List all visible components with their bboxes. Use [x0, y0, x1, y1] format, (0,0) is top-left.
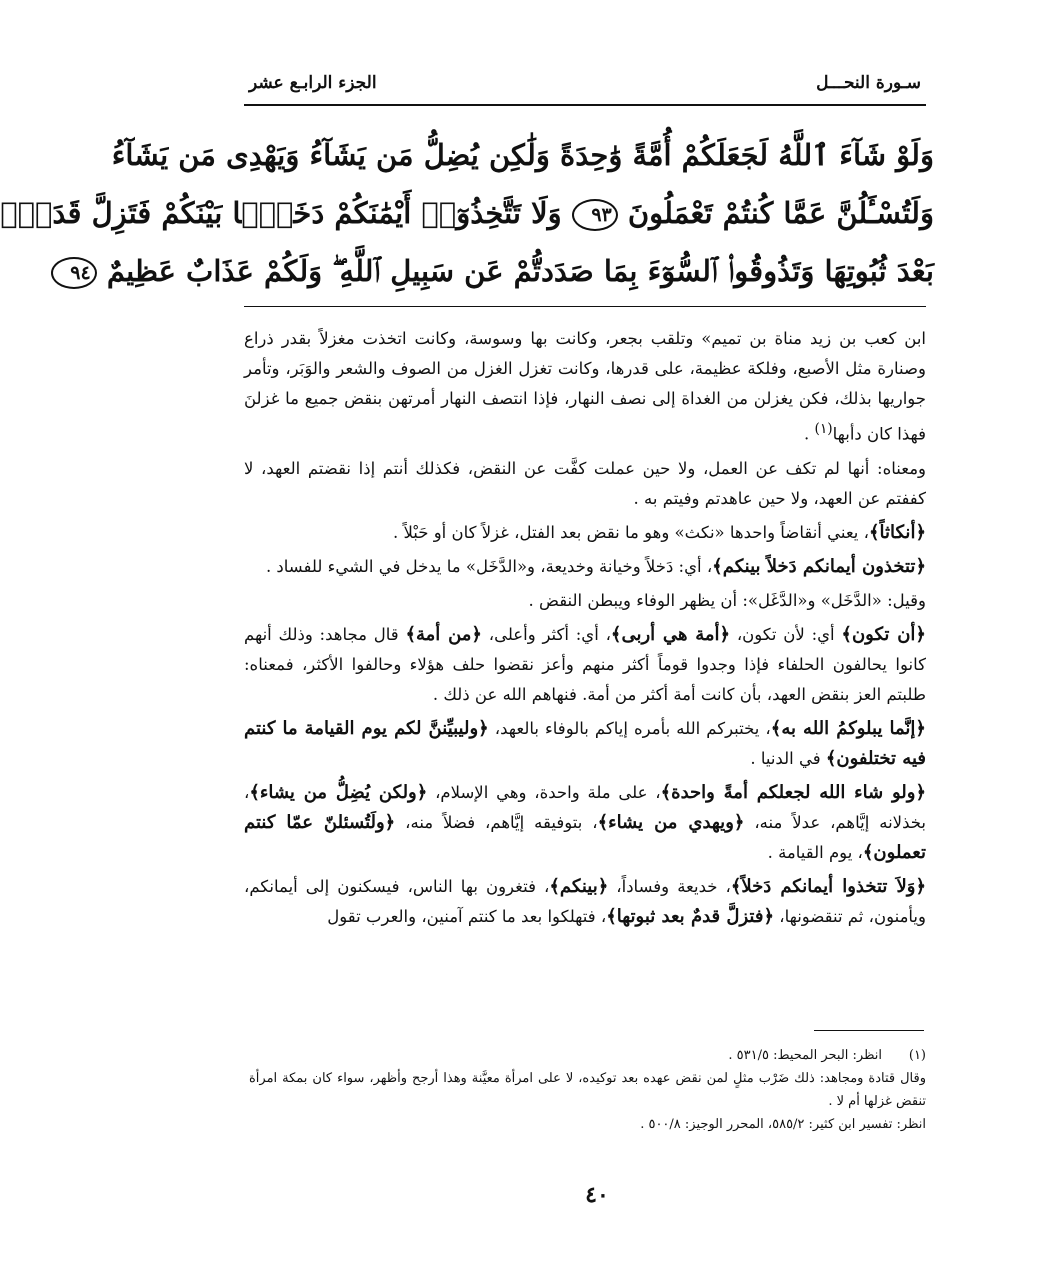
footnote-text: انظر: البحر المحيط: ٥٣١/٥ .: [728, 1048, 882, 1063]
quran-line: [111, 126, 934, 184]
paragraph: [244, 552, 926, 582]
ayah-number-marker: ٩٣: [572, 199, 618, 231]
quoted-verse: ﴿وليبيِّننَّ لكم يوم القيامة ما كنتم فيه تختلفون﴾: [244, 717, 926, 769]
paragraph-text: ، بخذلانه إيَّاهم، عدلاً منه،: [244, 782, 926, 832]
paragraph: [244, 454, 926, 514]
paragraph-text: .: [803, 424, 815, 444]
quran-line: [0, 184, 934, 242]
tafsir-text: [244, 324, 926, 932]
paragraph-text: ، فتغرون بها الناس، فيسكنون إلى أيمانكم، ويأمنون، ثم تنقضونها،: [244, 876, 926, 926]
paragraph-text: ، يوم القيامة .: [767, 842, 863, 862]
quoted-verse: ﴿أنكاثاً﴾: [868, 521, 926, 543]
paragraph: [244, 518, 926, 548]
quoted-verse: ﴿ويهدي من يشاء﴾: [597, 811, 745, 833]
paragraph-text: ، خديعة وفساداً،: [608, 876, 731, 896]
paragraph-text: ومعناه: أنها لم تكف عن العمل، ولا حين عملت كفَّت عن النقض، فكذلك أنتم إذا نقضتم العهد، لا كففتم عن العهد، ولا حين عاهدتم وفيتم به .: [244, 458, 926, 508]
paragraph-text: قال مجاهد: وذلك أنهم كانوا يحالفون الحلفاء فإذا وجدوا قوماً أكثر منهم وأعز نقضوا حلف هؤلاء وحالفوا الأكثر، فمعناه: طلبتم العز بنقض العهد، بأن كانت أمة أكثر من أمة. فنهاهم الله عن ذلك .: [244, 624, 926, 704]
header-divider: [244, 104, 926, 106]
quoted-verse: ﴿من أمة﴾: [405, 623, 482, 645]
paragraph-text: أي: لأن تكون،: [730, 624, 842, 644]
quoted-verse: ﴿ولَتُسئلنّ عمّا كنتم تعملون﴾: [244, 811, 926, 863]
paragraph-text: ، فتهلكوا بعد ما كنتم آمنين، والعرب تقول: [327, 906, 607, 926]
paragraph: [244, 778, 926, 868]
footnote-ref[interactable]: (١): [814, 421, 833, 437]
quoted-verse: ﴿ولكن يُضِلُّ من يشاء﴾: [249, 781, 428, 803]
paragraph: [244, 324, 926, 450]
juz-name: الجزء الرابـع عشر: [249, 73, 377, 93]
quoted-verse: ﴿فتزلَّ قدمٌ بعد ثبوتها﴾: [606, 905, 775, 927]
paragraph: [244, 586, 926, 616]
quran-text: وَلَا تَتَّخِذُوٓا۟ أَيْمَٰنَكُمْ دَخَلًۢا بَيْنَكُمْ فَتَزِلَّ قَدَمٌۢ: [0, 196, 562, 230]
paragraph: [244, 620, 926, 710]
footnote: [249, 1044, 926, 1067]
paragraph-text: وقيل: «الدَّخَل» و«الدَّغَل»: أن يظهر الوفاء ويبطن النقض .: [528, 590, 926, 610]
paragraph-text: ، يختبركم الله بأمره إياكم بالوفاء بالعهد،: [488, 718, 771, 738]
paragraph-text: ، أي: دَخلاً وخيانة وخديعة، و«الدَّخَل» ما يدخل في الشيء للفساد .: [265, 556, 713, 576]
paragraph-text: ، بتوفيقه إيَّاهم، فضلاً منه،: [395, 812, 598, 832]
paragraph-text: ابن كعب بن زيد مناة بن تميم» وتلقب بجعر، وكانت بها وسوسة، وكانت اتخذت مغزلاً بقدر ذراع وصنارة مثل الأصبع، وفلكة عظيمة، على قدرها، وكانت تغزل الغزل من الصوف والشعر والوَبَر، وتأمر جواريها بذلك، فكن يغزلن من الغداة إلى نصف النهار، فإذا انتصف النهار أمرتهن بنقض جميع ما غزلنَ فهذا كان دأبها: [244, 329, 926, 444]
quran-line: [70, 242, 934, 300]
page-header: [249, 70, 921, 96]
paragraph-text: ، على ملة واحدة، وهي الإسلام،: [427, 782, 661, 802]
quran-verses: [0, 126, 934, 300]
quran-text: وَلَوْ شَآءَ ٱللَّهُ لَجَعَلَكُمْ أُمَّةً وَٰحِدَةً وَلَٰكِن يُضِلُّ مَن يَشَآءُ وَيَهْدِى مَن يَشَآءُ: [111, 138, 934, 172]
surah-name: سـورة النحـــل: [816, 73, 921, 93]
paragraph-text: ، يعني أنقاضاً واحدها «نكث» وهو ما نقض بعد الفتل، غزلاً كان أو حَبْلاً .: [392, 522, 869, 542]
paragraph-text: في الدنيا .: [750, 748, 826, 768]
paragraph-text: ، أي: أكثر وأعلى،: [481, 624, 611, 644]
paragraph: [244, 714, 926, 774]
quoted-verse: ﴿إنَّما يبلوكمُ الله به﴾: [770, 717, 926, 739]
quoted-verse: ﴿ولو شاء الله لجعلكم أمةً واحدة﴾: [660, 781, 927, 803]
footnote-divider: [814, 1030, 924, 1031]
quran-text: وَلَتُسْـَٔلُنَّ عَمَّا كُنتُمْ تَعْمَلُونَ: [627, 196, 934, 230]
footnote-text: وقال قتادة ومجاهد: ذلك ضَرْب مثلٍ لمن نقض عهده بعد توكيده، لا على امرأة معيَّنة وهذا أرجح وأظهر، سواء كان بمكة امرأة تنقض غزلها أم لا .: [249, 1071, 926, 1109]
ayah-number-marker: ٩٤: [51, 257, 97, 289]
page-number: ٤٠: [585, 1182, 609, 1208]
footnote-text: انظر: تفسير ابن كثير: ٥٨٥/٢، المحرر الوجيز: ٥٠٠/٨ .: [640, 1117, 926, 1132]
paragraph: [244, 872, 926, 932]
quoted-verse: ﴿أمة هي أربى﴾: [610, 623, 731, 645]
footnote-number: (١): [908, 1048, 926, 1063]
quoted-verse: ﴿أن تكون﴾: [841, 623, 926, 645]
quran-divider: [244, 306, 926, 307]
quoted-verse: ﴿وَلاَ تتخذوا أيمانكم دَخلاً﴾: [730, 875, 926, 897]
quoted-verse: ﴿بينكم﴾: [549, 875, 609, 897]
footnotes: [249, 1044, 926, 1136]
quran-text: بَعْدَ ثُبُوتِهَا وَتَذُوقُوا۟ ٱلسُّوٓءَ بِمَا صَدَدتُّمْ عَن سَبِيلِ ٱللَّهِ ۖ وَلَكُمْ عَذَابٌ عَظِيمٌ: [106, 254, 934, 288]
quoted-verse: ﴿تتخذون أيمانكم دَخلاً بينكم﴾: [712, 555, 926, 577]
